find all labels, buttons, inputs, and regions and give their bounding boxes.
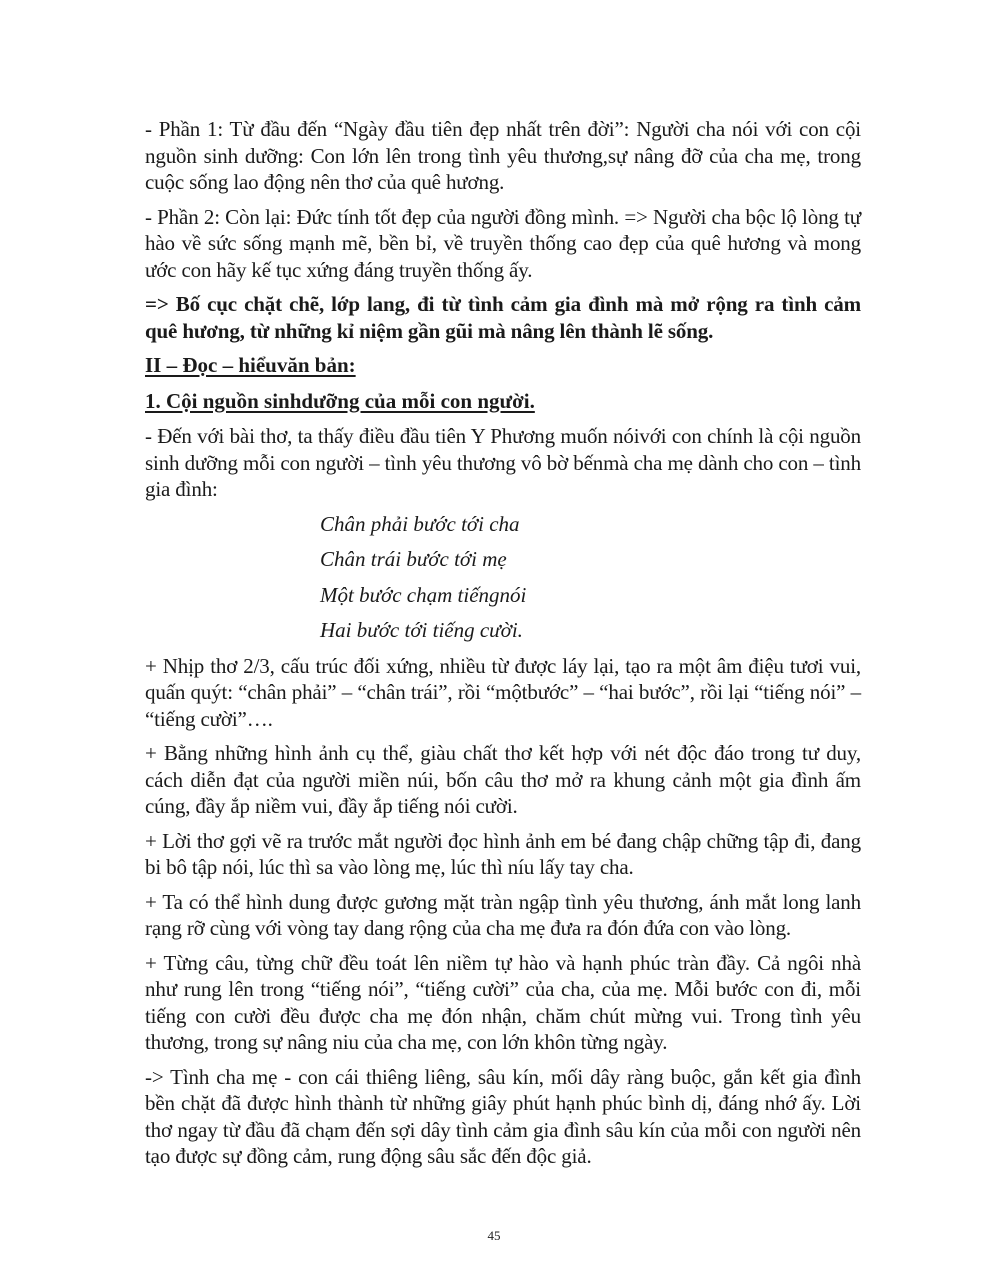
analysis-conclusion: -> Tình cha mẹ - con cái thiêng liêng, sâu kín, mối dây ràng buộc, gắn kết gia đình bền chặt đã được hình thành từ những giây phút hạnh phúc bình dị, đáng nhớ ấy. Lời thơ ngay từ đầu đã chạm đến sợi dây tình cảm gia đình sâu kín của mỗi con người nên tạo được sự đồng cảm, rung động sâu sắc đến độc giả.	[145, 1064, 861, 1168]
analysis-paragraph: + Bằng những hình ảnh cụ thể, giàu chất thơ kết hợp với nét độc đáo trong tư duy, cách diễn đạt của người miền núi, bốn câu thơ mở ra khung cảnh một gia đình ấm cúng, đầy ắp niềm vui, đầy ắp tiếng nói cười.	[145, 741, 861, 818]
analysis-paragraph: + Từng câu, từng chữ đều toát lên niềm tự hào và hạnh phúc tràn đầy. Cả ngôi nhà như rung lên trong “tiếng nói”, “tiếng cười” của cha, của mẹ. Mỗi bước con đi, mỗi tiếng con cười đều được cha mẹ đón nhận, chăm chút mừng vui. Trong tình yêu thương, trong sự nâng niu của cha mẹ, con lớn khôn từng ngày.	[145, 950, 861, 1054]
subsection-heading: 1. Cội nguồn sinhdưỡng của mỗi con người.	[145, 388, 535, 413]
section-heading: II – Đọc – hiểuvăn bản:	[145, 353, 356, 377]
paragraph-part-2: - Phần 2: Còn lại: Đức tính tốt đẹp của người đồng mình. => Người cha bộc lộ lòng tự hào về sức sống mạnh mẽ, bền bỉ, về truyền thống cao đẹp của quê hương và mong ước con hãy kế tục xứng đáng truyền thống ấy.	[145, 204, 861, 282]
analysis-paragraph: + Nhịp thơ 2/3, cấu trúc đối xứng, nhiều từ được láy lại, tạo ra một âm điệu tươi vui, quấn quýt: “chân phải” – “chân trái”, rồi “mộtbước” – “hai bước”, rồi lại “tiếng nói” – “tiếng cười”….	[145, 653, 861, 731]
analysis-paragraph: + Ta có thể hình dung được gương mặt tràn ngập tình yêu thương, ánh mắt long lanh rạng rỡ cùng với vòng tay dang rộng của cha mẹ đưa ra đón đứa con vào lòng.	[145, 889, 861, 940]
page-number: 45	[487, 1228, 501, 1243]
poem-line: Chân phải bước tới cha	[320, 511, 520, 536]
analysis-paragraph: + Lời thơ gợi vẽ ra trước mắt người đọc hình ảnh em bé đang chập chững tập đi, đang bi bô tập nói, lúc thì sa vào lòng mẹ, lúc thì níu lấy tay cha.	[145, 828, 861, 879]
poem-line: Chân trái bước tới mẹ	[320, 547, 507, 571]
poem-line: Hai bước tới tiếng cười.	[320, 618, 523, 642]
paragraph-part-1: - Phần 1: Từ đầu đến “Ngày đầu tiên đẹp nhất trên đời”: Người cha nói với con cội nguồn sinh dưỡng: Con lớn lên trong tình yêu thương,sự nâng đỡ của cha mẹ, trong cuộc sống lao động nên thơ của quê hương.	[145, 117, 861, 194]
conclusion-bold: => Bố cục chặt chẽ, lớp lang, đi từ tình cảm gia đình mà mở rộng ra tình cảm quê hương, từ những kỉ niệm gần gũi mà nâng lên thành lẽ sống.	[145, 292, 861, 343]
document-page	[145, 116, 861, 1178]
poem-line: Một bước chạm tiếngnói	[320, 582, 527, 607]
intro-paragraph: - Đến với bài thơ, ta thấy điều đầu tiên Y Phương muốn nóivới con chính là cội nguồn sinh dưỡng mỗi con người – tình yêu thương vô bờ bếnmà cha mẹ dành cho con – tình gia đình:	[145, 424, 861, 501]
poem-excerpt	[320, 511, 861, 644]
